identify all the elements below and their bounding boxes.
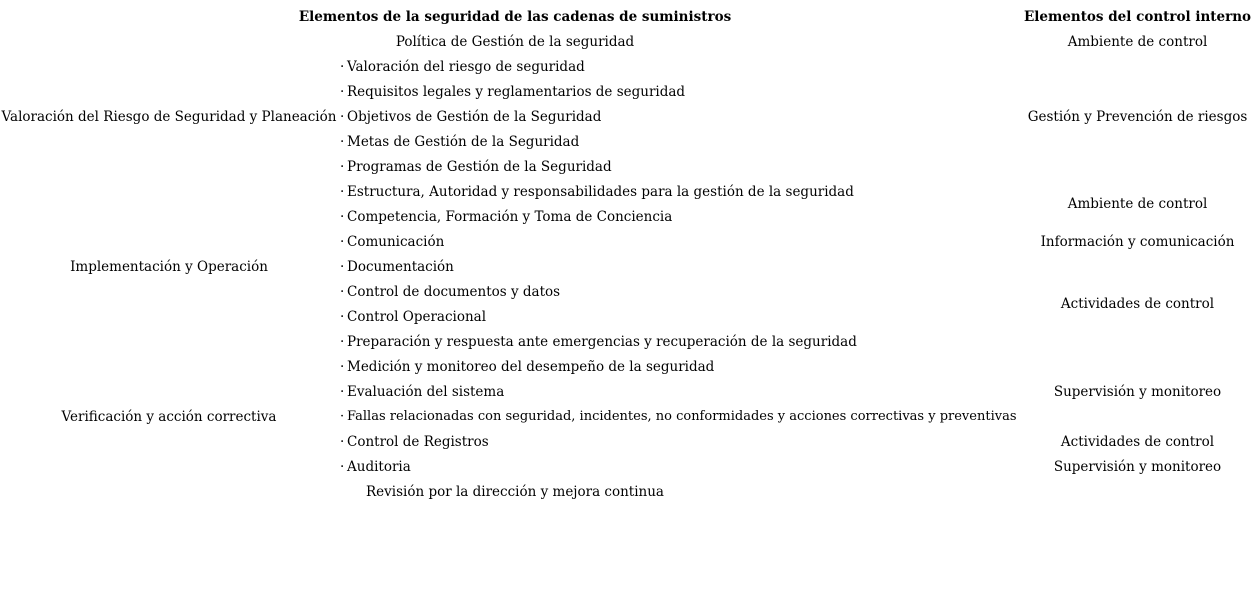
- group-verification: Verificación y acción correctiva: [61, 409, 277, 425]
- internal-control-header: Elementos del control interno: [1024, 9, 1251, 25]
- list-item-label: Valoración del riesgo de seguridad: [347, 59, 585, 75]
- list-item: [340, 83, 685, 101]
- list-item-label: Objetivos de Gestión de la Seguridad: [347, 109, 602, 125]
- bullet: ·: [340, 284, 345, 300]
- list-item: [340, 283, 560, 301]
- bullet: ·: [340, 84, 345, 100]
- bullet: ·: [340, 184, 345, 200]
- list-item-label: Competencia, Formación y Toma de Conciencia: [347, 209, 673, 225]
- bullet: ·: [340, 434, 345, 450]
- control-element: Actividades de control: [1060, 296, 1215, 312]
- list-item-label: Fallas relacionadas con seguridad, incidentes, no conformidades y acciones correctivas y preventivas: [347, 409, 1017, 424]
- list-item-label: Preparación y respuesta ante emergencias y recuperación de la seguridad: [347, 334, 857, 350]
- control-element: Gestión y Prevención de riesgos: [1027, 109, 1248, 125]
- list-item: [340, 383, 504, 401]
- security-elements-header: Elementos de la seguridad de las cadenas de suministros: [298, 9, 732, 25]
- control-element: Supervisión y monitoreo: [1053, 459, 1222, 475]
- list-item-label: Requisitos legales y reglamentarios de seguridad: [347, 84, 686, 100]
- list-item-label: Documentación: [347, 259, 454, 275]
- list-item: [340, 358, 714, 376]
- bullet: ·: [340, 459, 345, 475]
- group-risk-planning: Valoración del Riesgo de Seguridad y Planeación: [1, 109, 337, 125]
- list-item: [340, 183, 854, 201]
- list-item: [340, 333, 857, 351]
- list-item-label: Metas de Gestión de la Seguridad: [347, 134, 580, 150]
- list-item: [340, 458, 411, 476]
- list-item-label: Control Operacional: [347, 309, 487, 325]
- list-item: [340, 158, 612, 176]
- list-item-label: Control de documentos y datos: [347, 284, 561, 300]
- control-element: Ambiente de control: [1067, 196, 1208, 212]
- management-review: Revisión por la dirección y mejora continua: [366, 484, 664, 500]
- bullet: ·: [340, 234, 345, 250]
- bullet: ·: [340, 59, 345, 75]
- group-implementation: Implementación y Operación: [70, 259, 268, 275]
- list-item: [340, 408, 1017, 426]
- bullet: ·: [340, 384, 345, 400]
- list-item-label: Medición y monitoreo del desempeño de la seguridad: [347, 359, 715, 375]
- list-item-label: Programas de Gestión de la Seguridad: [347, 159, 612, 175]
- list-item-label: Evaluación del sistema: [347, 384, 505, 400]
- control-element: Ambiente de control: [1067, 34, 1208, 50]
- bullet: ·: [340, 309, 345, 325]
- list-item-label: Comunicación: [347, 234, 445, 250]
- list-item-label: Auditoria: [347, 459, 411, 475]
- list-item: [340, 208, 672, 226]
- bullet: ·: [340, 334, 345, 350]
- bullet: ·: [340, 409, 345, 424]
- control-element: Actividades de control: [1060, 434, 1215, 450]
- bullet: ·: [340, 134, 345, 150]
- list-item: [340, 133, 579, 151]
- list-item: [340, 58, 585, 76]
- list-item-label: Control de Registros: [347, 434, 489, 450]
- bullet: ·: [340, 359, 345, 375]
- list-item-label: Estructura, Autoridad y responsabilidades para la gestión de la seguridad: [347, 184, 854, 200]
- list-item: [340, 108, 601, 126]
- security-policy: Política de Gestión de la seguridad: [395, 34, 635, 50]
- bullet: ·: [340, 159, 345, 175]
- list-item: [340, 433, 489, 451]
- control-element: Información y comunicación: [1040, 234, 1235, 250]
- control-element: Supervisión y monitoreo: [1053, 384, 1222, 400]
- bullet: ·: [340, 259, 345, 275]
- bullet: ·: [340, 209, 345, 225]
- list-item: [340, 233, 444, 251]
- bullet: ·: [340, 109, 345, 125]
- list-item: [340, 258, 454, 276]
- list-item: [340, 308, 486, 326]
